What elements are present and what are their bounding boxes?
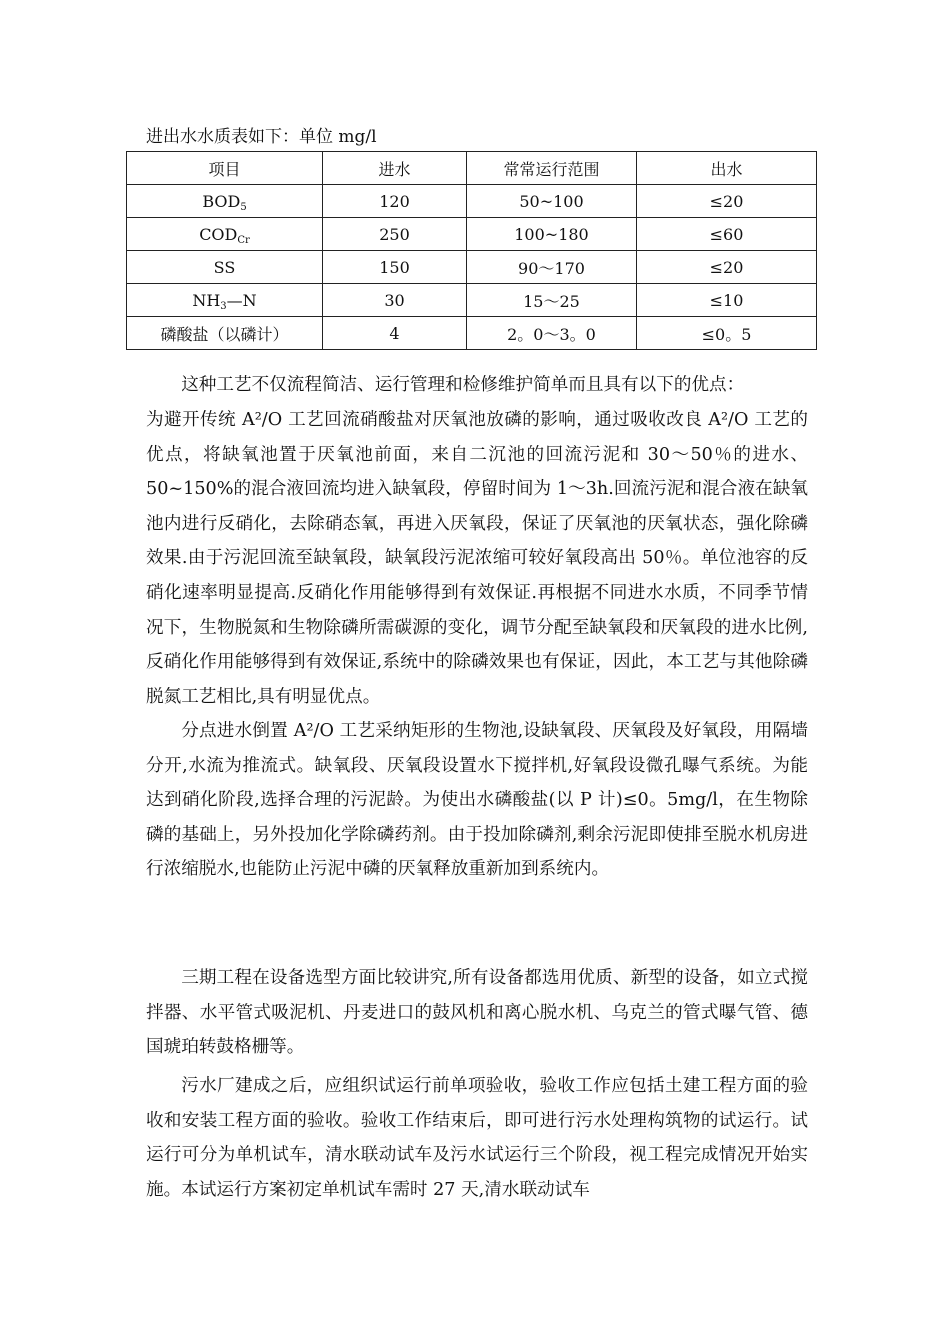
paragraph-advantages-intro: 这种工艺不仅流程简洁、运行管理和检修维护简单而且具有以下的优点：	[181, 375, 745, 395]
cell-inflow: 30	[323, 284, 467, 317]
cell-inflow: 120	[323, 185, 467, 218]
cell-outflow: ≤10	[637, 284, 817, 317]
cell-inflow: 4	[323, 317, 467, 350]
table-row	[127, 284, 817, 317]
cell-range: 2。0～3。0	[467, 317, 637, 350]
cell-item: $COD_{Cr}$	[127, 218, 323, 251]
table-row	[127, 251, 817, 284]
paragraph-trial-operation: 污水厂建成之后，应组织试运行前单项验收，验收工作应包括土建工程方面的验收和安装工程方面的验收。验收工作结束后，即可进行污水处理构筑物的试运行。试运行可分为单机试车，清水联动试车及污水试运行三个阶段，视工程完成情况开始实施。本试运行方案初定单机试车需时 27 天,清水联动试车	[146, 1076, 808, 1200]
cell-item: 磷酸盐（以磷计）	[127, 317, 323, 350]
cell-inflow: 250	[323, 218, 467, 251]
cell-outflow: ≤20	[637, 185, 817, 218]
cell-range: 90～170	[467, 251, 637, 284]
cell-inflow: 150	[323, 251, 467, 284]
cell-range: 15～25	[467, 284, 637, 317]
cell-item: $BOD_5$	[127, 185, 323, 218]
cell-item: SS	[127, 251, 323, 284]
paragraph-bio-tank-design: 分点进水倒置 A²/O 工艺采纳矩形的生物池,设缺氧段、厌氧段及好氧段，用隔墙分开,水流为推流式。缺氧段、厌氧段设置水下搅拌机,好氧段设微孔曝气系统。为能达到硝化阶段,选择合理的污泥龄。为使出水磷酸盐(以 P 计)≤0。5mg/l，在生物除磷的基础上，另外投加化学除磷药剂。由于投加除磷剂,剩余污泥即使排至脱水机房进行浓缩脱水,也能防止污泥中磷的厌氧释放重新加到系统内。	[146, 721, 808, 880]
header-outflow: 出水	[637, 152, 817, 185]
header-inflow: 进水	[323, 152, 467, 185]
header-item: 项目	[127, 152, 323, 185]
cell-range: 50~100	[467, 185, 637, 218]
table-header-row	[127, 152, 817, 185]
paragraph-equipment-selection: 三期工程在设备选型方面比较讲究,所有设备都选用优质、新型的设备，如立式搅拌器、水平管式吸泥机、丹麦进口的鼓风机和离心脱水机、乌克兰的管式曝气管、德国琥珀转鼓格栅等。	[146, 968, 808, 1058]
table-row	[127, 218, 817, 251]
table-row	[127, 317, 817, 350]
header-normal-range: 常常运行范围	[467, 152, 637, 185]
cell-range: 100~180	[467, 218, 637, 251]
cell-outflow: ≤0。5	[637, 317, 817, 350]
table-row	[127, 185, 817, 218]
cell-outflow: ≤20	[637, 251, 817, 284]
water-quality-table	[126, 151, 817, 350]
table-caption: 进出水水质表如下：单位 mg/l	[146, 127, 377, 147]
cell-outflow: ≤60	[637, 218, 817, 251]
cell-item: $NH_3—N$	[127, 284, 323, 317]
paragraph-process-description: 为避开传统 A²/O 工艺回流硝酸盐对厌氧池放磷的影响，通过吸收改良 A²/O 工艺的优点，将缺氧池置于厌氧池前面，来自二沉池的回流污泥和 30～50％的进水、50~150%的混合液回流均进入缺氧段，停留时间为 1～3h.回流污泥和混合液在缺氧池内进行反硝化，去除硝态氧，再进入厌氧段，保证了厌氧池的厌氧状态，强化除磷效果.由于污泥回流至缺氧段，缺氧段污泥浓缩可较好氧段高出 50％。单位池容的反硝化速率明显提高.反硝化作用能够得到有效保证.再根据不同进水水质，不同季节情况下，生物脱氮和生物除磷所需碳源的变化，调节分配至缺氧段和厌氧段的进水比例,反硝化作用能够得到有效保证,系统中的除磷效果也有保证，因此，本工艺与其他除磷脱氮工艺相比,具有明显优点。	[146, 410, 808, 707]
